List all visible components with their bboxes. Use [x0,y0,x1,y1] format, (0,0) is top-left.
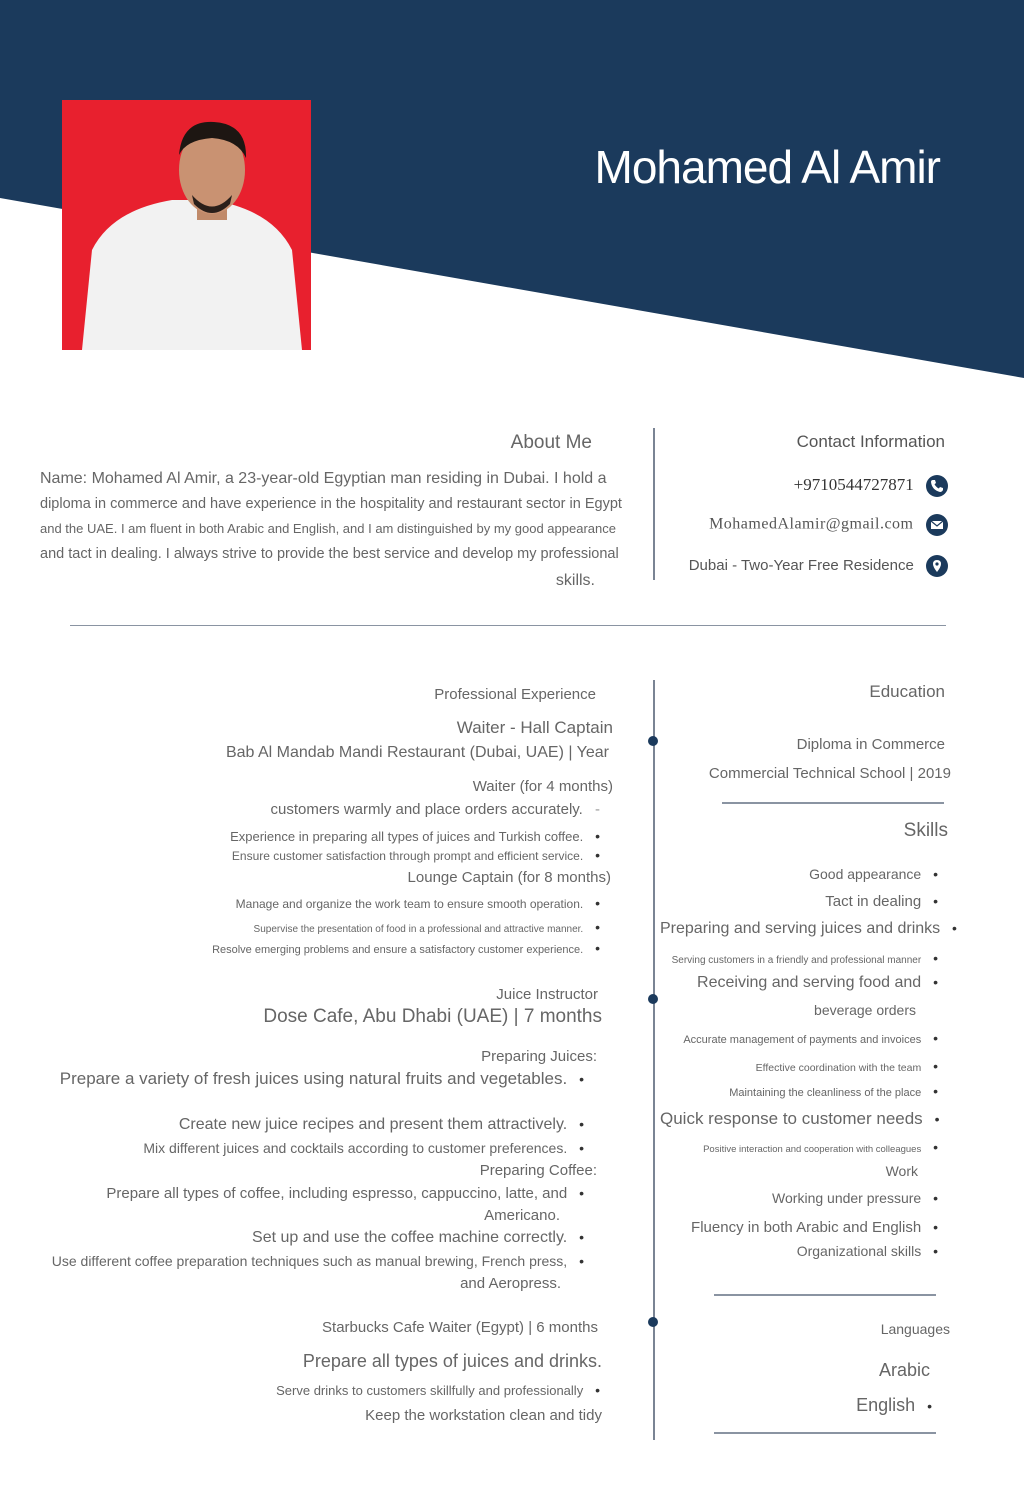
location-icon [926,555,948,577]
timeline-dot [648,994,658,1004]
skill-item: Working under pressure • [660,1190,938,1206]
job-item: Mix different juices and cocktails according to customer preferences. • [40,1140,584,1156]
education-title: Education [869,682,945,701]
email-icon [926,514,948,536]
language-item: English • [780,1395,932,1416]
skill-item: Fluency in both Arabic and English • [660,1219,938,1236]
skill-item: Quick response to customer needs • [660,1109,938,1129]
skill-item: beverage orders [814,1002,916,1018]
job-subrole: Waiter (for 4 months) [472,778,613,795]
experience-title: Professional Experience [434,686,596,703]
skill-item: Serving customers in a friendly and professional manner • [660,950,938,966]
about-line: and tact in dealing. I always strive to provide the best service and develop my professional [40,546,619,562]
languages-title: Languages [880,1321,950,1337]
job-role: Starbucks Cafe Waiter (Egypt) | 6 months [322,1319,598,1336]
skill-item: Organizational skills • [660,1243,938,1259]
skill-item: Tact in dealing • [670,893,938,910]
timeline-dot [648,736,658,746]
about-line: Name: Mohamed Al Amir, a 23-year-old Egyptian man residing in Dubai. I hold a [40,470,607,487]
job-item: Keep the workstation clean and tidy [365,1407,602,1424]
contact-title: Contact Information [796,432,945,451]
about-line: skills. [555,572,595,589]
job-item: Prepare all types of juices and drinks. [302,1351,602,1371]
profile-photo [62,100,311,350]
languages-divider [714,1432,936,1434]
about-title: About Me [510,432,592,453]
about-line: and the UAE. I am fluent in both Arabic and English, and I am distinguished by my good appearance [40,521,616,536]
job-role: Juice Instructor [496,986,598,1003]
skill-item: Receiving and serving food and • [660,974,938,992]
job-subrole: Lounge Captain (for 8 months) [407,869,611,886]
job-item: customers warmly and place orders accurately. - [270,801,600,818]
section-divider [70,625,946,626]
skill-item: Preparing and serving juices and drinks • [660,920,938,938]
job-place: Bab Al Mandab Mandi Restaurant (Dubai, UAE) | Year [225,744,609,761]
skills-divider [714,1294,936,1296]
job-item: Serve drinks to customers skillfully and professionally • [200,1382,600,1398]
skill-item: Good appearance • [670,866,938,882]
about-line: diploma in commerce and have experience in the hospitality and restaurant sector in Egypt [40,496,622,512]
skill-item: Positive interaction and cooperation with colleagues • [660,1139,938,1155]
job-item: Supervise the presentation of food in a professional and attractive manner. • [180,919,600,935]
job-item: Set up and use the coffee machine correctly. • [40,1229,584,1247]
education-divider [722,802,944,804]
job-item: Prepare all types of coffee, including espresso, cappuccino, latte, and • [40,1185,584,1202]
job-place: Dose Cafe, Abu Dhabi (UAE) | 7 months [263,1006,602,1027]
job-role: Waiter - Hall Captain [456,718,613,737]
about-divider [653,428,655,580]
phone-text: +9710544727871 [793,475,914,494]
job-item: and Aeropress. [460,1275,561,1292]
job-subrole: Preparing Coffee: [479,1162,597,1179]
job-item: Experience in preparing all types of juices and Turkish coffee. • [200,828,600,844]
skill-item: Maintaining the cleanliness of the place • [660,1083,938,1099]
person-name: Mohamed Al Amir [594,141,940,193]
skill-item: Work [885,1163,918,1179]
timeline-dot [648,1317,658,1327]
phone-icon [926,475,948,497]
job-item: Ensure customer satisfaction through prompt and efficient service. • [200,847,600,863]
contact-location [680,555,948,577]
skill-item: Accurate management of payments and invoices • [660,1030,938,1046]
job-item: Create new juice recipes and present them attractively. • [40,1116,584,1134]
email-text: MohamedAlamir@gmail.com [709,515,914,533]
education-degree: Diploma in Commerce [796,736,945,753]
job-item: Resolve emerging problems and ensure a satisfactory customer experience. • [180,940,600,956]
job-item: Use different coffee preparation techniques such as manual brewing, French press, • [40,1253,584,1269]
education-school: Commercial Technical School | 2019 [708,765,951,782]
job-item: Manage and organize the work team to ensure smooth operation. • [180,895,600,911]
job-item: Americano. [484,1207,560,1224]
skills-title: Skills [903,820,948,841]
contact-phone[interactable] [660,475,948,497]
contact-email[interactable] [650,514,948,536]
job-subrole: Preparing Juices: [481,1048,597,1065]
skill-item: Effective coordination with the team • [660,1058,938,1074]
language-item: Arabic [878,1360,930,1380]
location-text: Dubai - Two-Year Free Residence [688,556,914,574]
job-item: Prepare a variety of fresh juices using natural fruits and vegetables. • [40,1069,584,1089]
